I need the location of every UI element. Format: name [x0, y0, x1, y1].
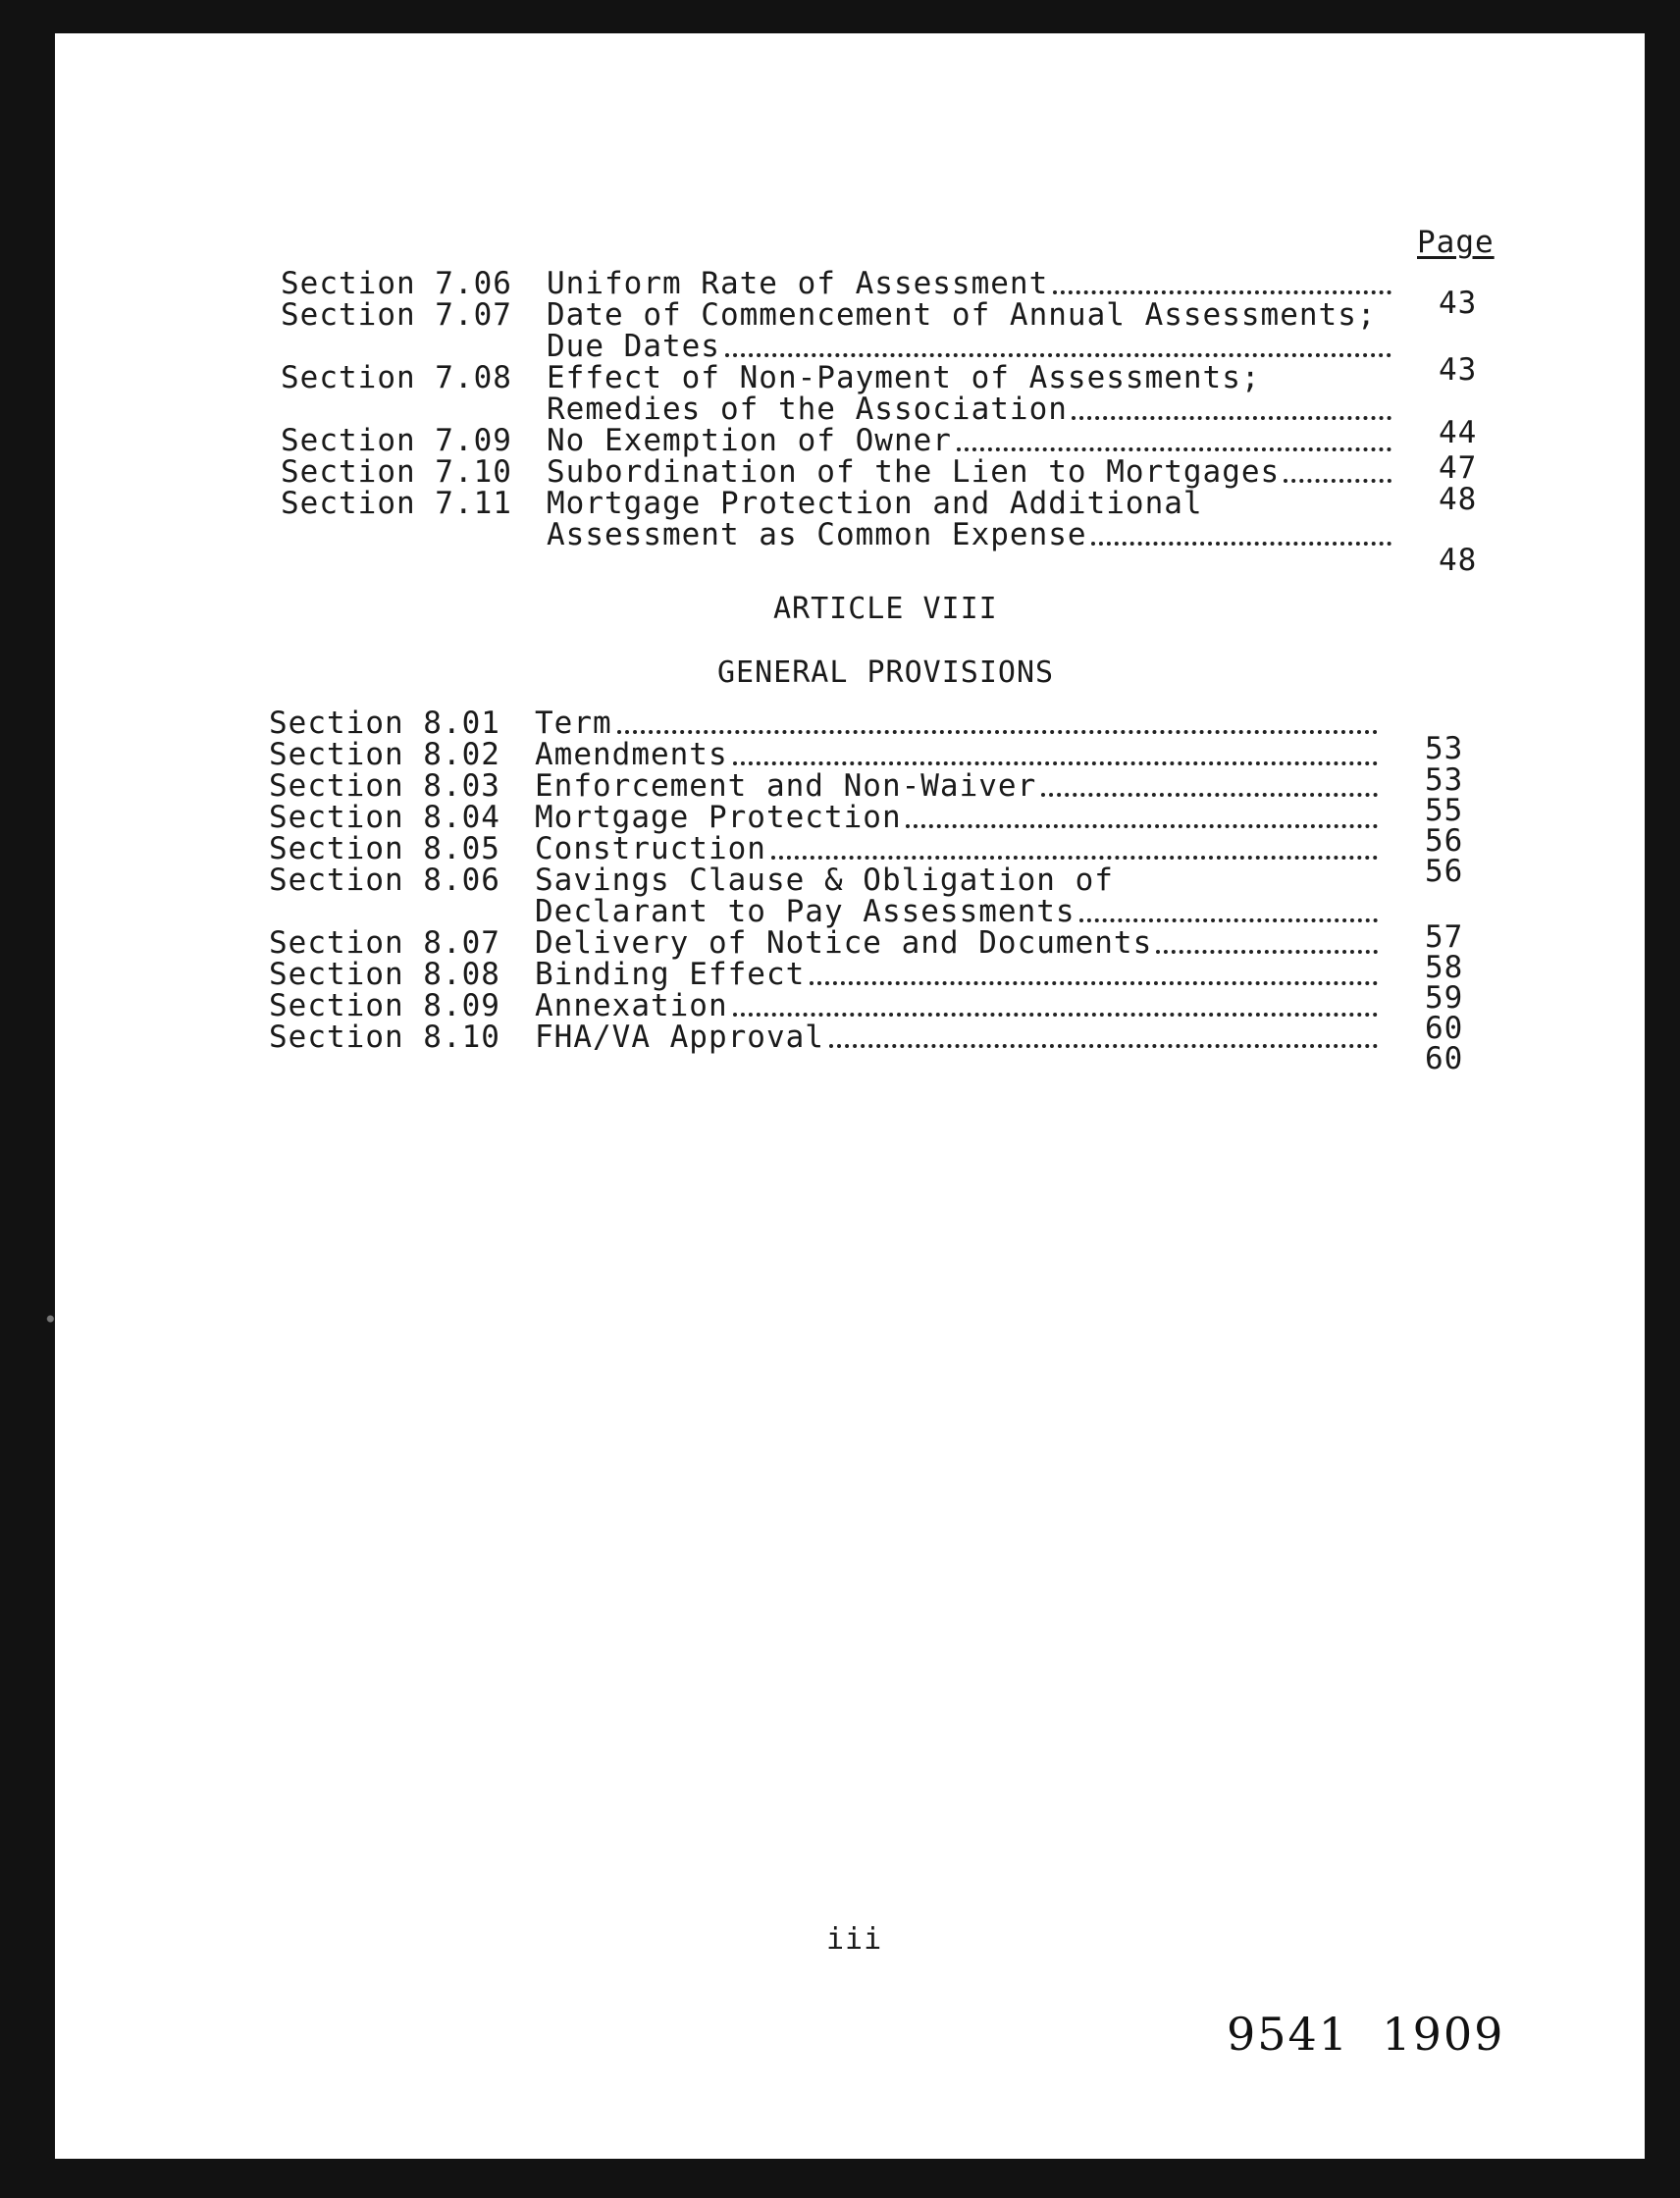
section-title: Delivery of Notice and Documents: [535, 925, 1153, 961]
section-number: Section 8.09: [269, 988, 500, 1023]
section-number: Section 8.01: [269, 706, 500, 741]
page-column-header: Page: [1417, 225, 1495, 260]
dot-leader: [1156, 950, 1378, 954]
section-title: Remedies of the Association: [547, 392, 1068, 427]
dot-leader: [725, 353, 1391, 357]
section-number: Section 8.04: [269, 800, 500, 835]
page-ref: 48: [1439, 482, 1478, 517]
dot-leader: [1072, 416, 1391, 420]
section-title: Assessment as Common Expense: [547, 517, 1087, 552]
dot-leader: [1091, 542, 1391, 546]
dot-leader: [733, 761, 1378, 765]
section-number: Section 7.11: [281, 486, 512, 521]
section-number: Section 7.10: [281, 454, 512, 490]
section-title: Binding Effect: [535, 957, 806, 992]
dot-leader: [906, 824, 1378, 828]
dot-leader: [733, 1013, 1378, 1017]
page-ref: 43: [1439, 352, 1478, 388]
dot-leader: [771, 856, 1378, 860]
section-title: Savings Clause & Obligation of: [535, 863, 1114, 898]
section-title: Subordination of the Lien to Mortgages: [547, 454, 1281, 490]
dot-leader: [1053, 290, 1391, 294]
page-ref: 60: [1425, 1011, 1464, 1046]
section-number: Section 8.03: [269, 768, 500, 804]
dot-leader: [810, 981, 1378, 985]
section-title: Term: [535, 706, 612, 741]
dot-leader: [829, 1044, 1378, 1048]
dot-leader: [957, 447, 1391, 451]
section-number: Section 8.02: [269, 737, 500, 772]
section-number: Section 7.07: [281, 297, 512, 333]
page-ref: 56: [1425, 854, 1464, 889]
dot-leader: [1041, 793, 1378, 797]
page-ref: 48: [1439, 543, 1478, 578]
section-number: Section 7.08: [281, 360, 512, 395]
dot-leader: [1079, 918, 1378, 922]
page-ref: 43: [1439, 286, 1478, 321]
section-title: Effect of Non-Payment of Assessments;: [547, 360, 1261, 395]
dot-leader: [1284, 479, 1391, 483]
section-title: Annexation: [535, 988, 728, 1023]
section-number: Section 8.05: [269, 831, 500, 866]
page-ref: 58: [1425, 950, 1464, 985]
section-title: FHA/VA Approval: [535, 1020, 824, 1055]
page-ref: 56: [1425, 823, 1464, 859]
document-number: 9541 1909: [1227, 2008, 1505, 2061]
dot-leader: [617, 730, 1378, 734]
section-title: Declarant to Pay Assessments: [535, 894, 1076, 929]
section-number: Section 8.07: [269, 925, 500, 961]
section-title: Date of Commencement of Annual Assessments;: [547, 297, 1377, 333]
section-title: No Exemption of Owner: [547, 423, 952, 458]
page-ref: 53: [1425, 731, 1464, 766]
page-number: iii: [826, 1922, 883, 1957]
section-title: Amendments: [535, 737, 728, 772]
page-ref: 57: [1425, 919, 1464, 955]
section-title: Mortgage Protection: [535, 800, 902, 835]
section-title: Enforcement and Non-Waiver: [535, 768, 1037, 804]
section-title: Due Dates: [547, 329, 720, 364]
page-ref: 59: [1425, 980, 1464, 1016]
article-subtitle: GENERAL PROVISIONS: [717, 655, 1055, 690]
page-ref: 60: [1425, 1041, 1464, 1076]
section-number: Section 7.09: [281, 423, 512, 458]
page-ref: 47: [1439, 450, 1478, 486]
section-number: Section 7.06: [281, 266, 512, 301]
article-title: ARTICLE VIII: [773, 592, 998, 626]
section-title: Mortgage Protection and Additional: [547, 486, 1203, 521]
section-number: Section 8.10: [269, 1020, 500, 1055]
section-title: Uniform Rate of Assessment: [547, 266, 1049, 301]
section-number: Section 8.06: [269, 863, 500, 898]
section-title: Construction: [535, 831, 766, 866]
page-ref: 55: [1425, 793, 1464, 828]
page-ref: 53: [1425, 762, 1464, 798]
page-ref: 44: [1439, 415, 1478, 450]
section-number: Section 8.08: [269, 957, 500, 992]
